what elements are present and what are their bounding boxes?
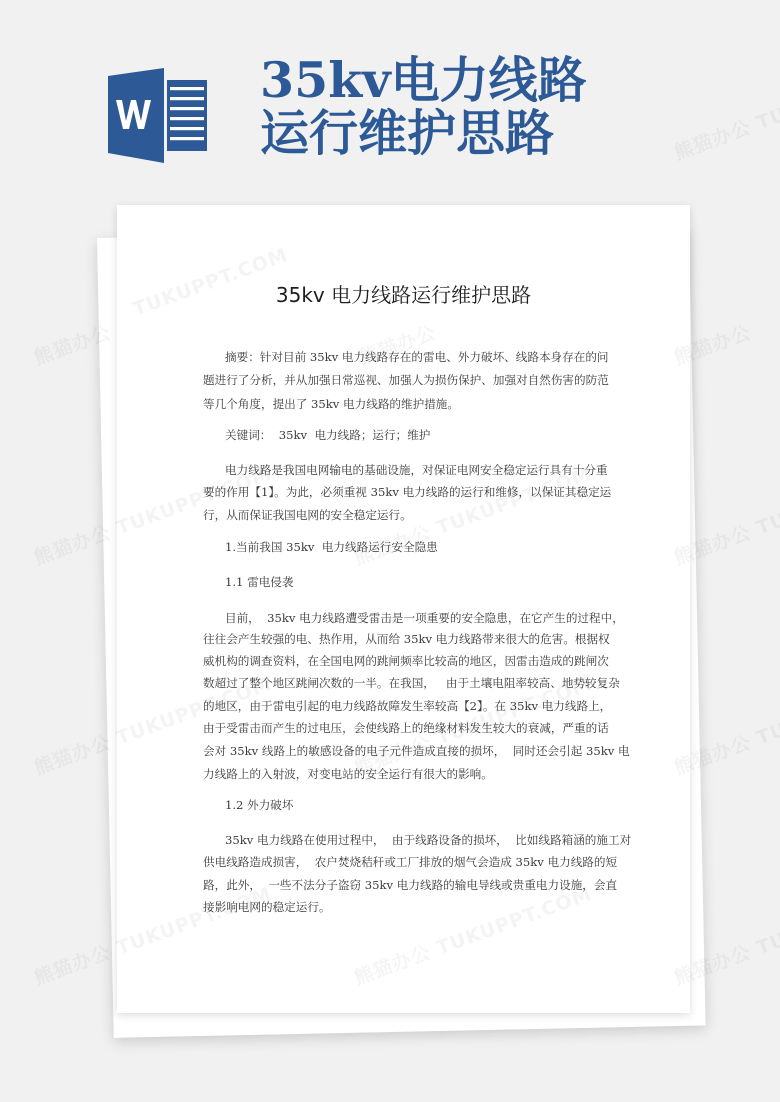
word-document-icon (107, 67, 209, 164)
section-heading-1-2: 1.2 外力破坏 (225, 798, 294, 812)
document-page (117, 205, 690, 1013)
section-1-2-line: 接影响电网的稳定运行。 (203, 900, 331, 914)
hero-title-line-1: 35kv电力线路 (260, 51, 587, 109)
section-1-1-line: 力线路上的入射波，对变电站的安全运行有很大的影响。 (203, 767, 493, 781)
hero-title (260, 51, 587, 162)
section-1-1-line: 会对 35kv 线路上的敏感设备的电子元件造成直接的损坏， 同时还会引起 35kv 电 (203, 744, 630, 758)
section-1-1-line: 由于受雷击而产生的过电压，会使线路上的绝缘材料发生较大的衰减，严重的话 (203, 721, 609, 735)
section-1-2-line: 35kv 电力线路在使用过程中， 由于线路设备的损坏， 比如线路箱涵的施工对 (225, 833, 632, 847)
section-1-2-line: 路，此外， 一些不法分子盗窃 35kv 电力线路的输电导线或贵重电力设施，会直 (203, 878, 618, 892)
intro-line: 电力线路是我国电网输电的基础设施，对保证电网安全稳定运行具有十分重 (225, 463, 608, 477)
section-heading-1: 1.当前我国 35kv 电力线路运行安全隐患 (225, 540, 438, 554)
abstract-line: 摘要：针对目前 35kv 电力线路存在的雷电、外力破坏、线路本身存在的问 (225, 350, 609, 364)
watermark (670, 54, 780, 165)
section-1-1-line: 目前， 35kv 电力线路遭受雷击是一项重要的安全隐患，在它产生的过程中， (225, 611, 624, 625)
section-1-1-line: 数超过了整个地区跳闸次数的一半。在我国， 由于土壤电阻率较高、地势较复杂 (203, 676, 620, 690)
intro-line: 要的作用【1】。为此，必须重视 35kv 电力线路的运行和维修，以保证其稳定运 (203, 485, 612, 499)
document-title: 35kv 电力线路运行维护思路 (275, 283, 532, 307)
section-1-1-line: 威机构的调查资料，在全国电网的跳闸频率比较高的地区，因雷击造成的跳闸次 (203, 654, 609, 668)
keywords-line: 关键词： 35kv 电力线路；运行；维护 (225, 428, 431, 442)
abstract-line: 题进行了分析，并从加强日常巡视、加强人为损伤保护、加强对自然伤害的防范 (203, 373, 609, 387)
section-1-1-line: 的地区，由于雷电引起的电力线路故障发生率较高【2】。在 35kv 电力线路上， (203, 699, 612, 713)
section-1-2-line: 供电线路造成损害， 农户焚烧秸秆或工厂排放的烟气会造成 35kv 电力线路的短 (203, 855, 618, 869)
intro-line: 行，从而保证我国电网的安全稳定运行。 (203, 508, 412, 522)
section-heading-1-1: 1.1 雷电侵袭 (225, 575, 294, 589)
abstract-line: 等几个角度，提出了 35kv 电力线路的维护措施。 (203, 397, 459, 411)
hero-title-line-2: 运行维护思路 (260, 104, 555, 162)
section-1-1-line: 往往会产生较强的电、热作用，从而给 35kv 电力线路带来很大的危害。根据权 (203, 632, 610, 646)
